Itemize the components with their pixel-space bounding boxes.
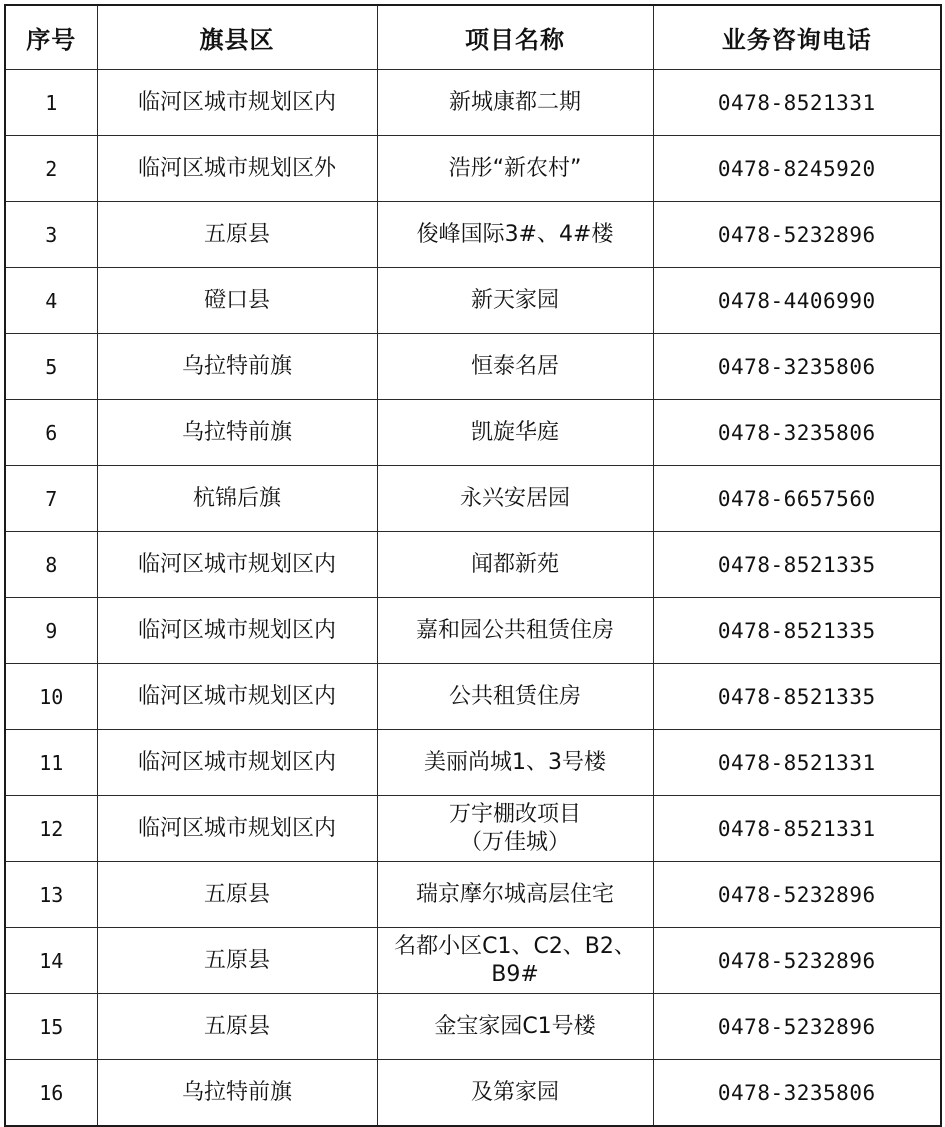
- project-name-line: 美丽尚城1、3号楼: [424, 749, 606, 775]
- header-project-name: 项目名称: [377, 5, 653, 70]
- phone-cell: 0478-8521331: [653, 796, 941, 862]
- serial-number-cell: 15: [5, 994, 97, 1060]
- serial-number-cell: 6: [5, 400, 97, 466]
- table-row: [5, 466, 941, 532]
- project-name-line: 瑞京摩尔城高层住宅: [415, 881, 614, 907]
- serial-number-cell: 9: [5, 598, 97, 664]
- table-row: [5, 334, 941, 400]
- project-name-line: 金宝家园C1号楼: [434, 1013, 596, 1039]
- project-name-cell: [377, 598, 653, 664]
- table-row: [5, 400, 941, 466]
- phone-cell: 0478-3235806: [653, 334, 941, 400]
- phone-cell: 0478-8245920: [653, 136, 941, 202]
- project-name-cell: [377, 1060, 653, 1127]
- district-cell: 临河区城市规划区内: [97, 532, 377, 598]
- table-row: [5, 70, 941, 136]
- district-cell: 临河区城市规划区内: [97, 796, 377, 862]
- serial-number-cell: 8: [5, 532, 97, 598]
- project-name-cell: [377, 136, 653, 202]
- header-district: 旗县区: [97, 5, 377, 70]
- phone-cell: 0478-5232896: [653, 928, 941, 994]
- district-cell: 乌拉特前旗: [97, 1060, 377, 1127]
- district-cell: 临河区城市规划区内: [97, 70, 377, 136]
- table-row: [5, 730, 941, 796]
- phone-cell: 0478-4406990: [653, 268, 941, 334]
- project-name-cell: [377, 532, 653, 598]
- phone-cell: 0478-5232896: [653, 202, 941, 268]
- project-name-line: 俊峰国际3#、4#楼: [416, 221, 614, 247]
- housing-project-table: [4, 4, 942, 1127]
- phone-cell: 0478-5232896: [653, 994, 941, 1060]
- project-name-line: （万佳城）: [459, 829, 570, 855]
- project-name-line: 永兴安居园: [459, 485, 570, 511]
- district-cell: 乌拉特前旗: [97, 334, 377, 400]
- phone-cell: 0478-3235806: [653, 1060, 941, 1127]
- serial-number-cell: 5: [5, 334, 97, 400]
- district-cell: 临河区城市规划区内: [97, 598, 377, 664]
- district-cell: 乌拉特前旗: [97, 400, 377, 466]
- phone-cell: 0478-3235806: [653, 400, 941, 466]
- project-name-cell: [377, 796, 653, 862]
- serial-number-cell: 16: [5, 1060, 97, 1127]
- serial-number-cell: 2: [5, 136, 97, 202]
- project-name-line: 万宇棚改项目: [448, 801, 581, 827]
- project-name-line: B9#: [491, 961, 539, 987]
- table-row: [5, 1060, 941, 1127]
- project-name-line: 名都小区C1、C2、B2、: [394, 933, 636, 959]
- table-row: [5, 532, 941, 598]
- project-name-line: 及第家园: [470, 1079, 559, 1105]
- district-cell: 磴口县: [97, 268, 377, 334]
- table-row: [5, 664, 941, 730]
- table-row: [5, 268, 941, 334]
- district-cell: 五原县: [97, 928, 377, 994]
- table-row: [5, 928, 941, 994]
- project-name-cell: [377, 862, 653, 928]
- header-row: [5, 5, 941, 70]
- district-cell: 五原县: [97, 202, 377, 268]
- table-body: [5, 70, 941, 1127]
- project-name-line: 凯旋华庭: [470, 419, 559, 445]
- project-name-line: 闻都新苑: [470, 551, 559, 577]
- header-serial-number: 序号: [5, 5, 97, 70]
- serial-number-cell: 14: [5, 928, 97, 994]
- district-cell: 五原县: [97, 862, 377, 928]
- phone-cell: 0478-8521335: [653, 532, 941, 598]
- project-name-line: 公共租赁住房: [448, 683, 581, 709]
- phone-cell: 0478-8521335: [653, 598, 941, 664]
- project-name-cell: [377, 994, 653, 1060]
- table-row: [5, 862, 941, 928]
- project-name-cell: [377, 928, 653, 994]
- table-row: [5, 202, 941, 268]
- serial-number-cell: 13: [5, 862, 97, 928]
- serial-number-cell: 11: [5, 730, 97, 796]
- table-row: [5, 994, 941, 1060]
- serial-number-cell: 4: [5, 268, 97, 334]
- project-name-line: 新天家园: [470, 287, 559, 313]
- project-name-cell: [377, 70, 653, 136]
- document-sheet: [4, 4, 940, 1108]
- project-name-line: 恒泰名居: [470, 353, 559, 379]
- project-name-cell: [377, 202, 653, 268]
- table-row: [5, 136, 941, 202]
- phone-cell: 0478-8521331: [653, 70, 941, 136]
- project-name-line: 浩彤“新农村”: [448, 155, 582, 181]
- district-cell: 杭锦后旗: [97, 466, 377, 532]
- district-cell: 临河区城市规划区内: [97, 664, 377, 730]
- serial-number-cell: 10: [5, 664, 97, 730]
- project-name-cell: [377, 400, 653, 466]
- serial-number-cell: 7: [5, 466, 97, 532]
- project-name-line: 新城康都二期: [448, 89, 581, 115]
- serial-number-cell: 1: [5, 70, 97, 136]
- project-name-cell: [377, 664, 653, 730]
- phone-cell: 0478-8521331: [653, 730, 941, 796]
- project-name-cell: [377, 730, 653, 796]
- serial-number-cell: 12: [5, 796, 97, 862]
- phone-cell: 0478-6657560: [653, 466, 941, 532]
- serial-number-cell: 3: [5, 202, 97, 268]
- table-row: [5, 598, 941, 664]
- table-row: [5, 796, 941, 862]
- district-cell: 五原县: [97, 994, 377, 1060]
- district-cell: 临河区城市规划区内: [97, 730, 377, 796]
- project-name-cell: [377, 334, 653, 400]
- phone-cell: 0478-8521335: [653, 664, 941, 730]
- project-name-line: 嘉和园公共租赁住房: [415, 617, 614, 643]
- header-phone: 业务咨询电话: [653, 5, 941, 70]
- district-cell: 临河区城市规划区外: [97, 136, 377, 202]
- project-name-cell: [377, 466, 653, 532]
- phone-cell: 0478-5232896: [653, 862, 941, 928]
- project-name-cell: [377, 268, 653, 334]
